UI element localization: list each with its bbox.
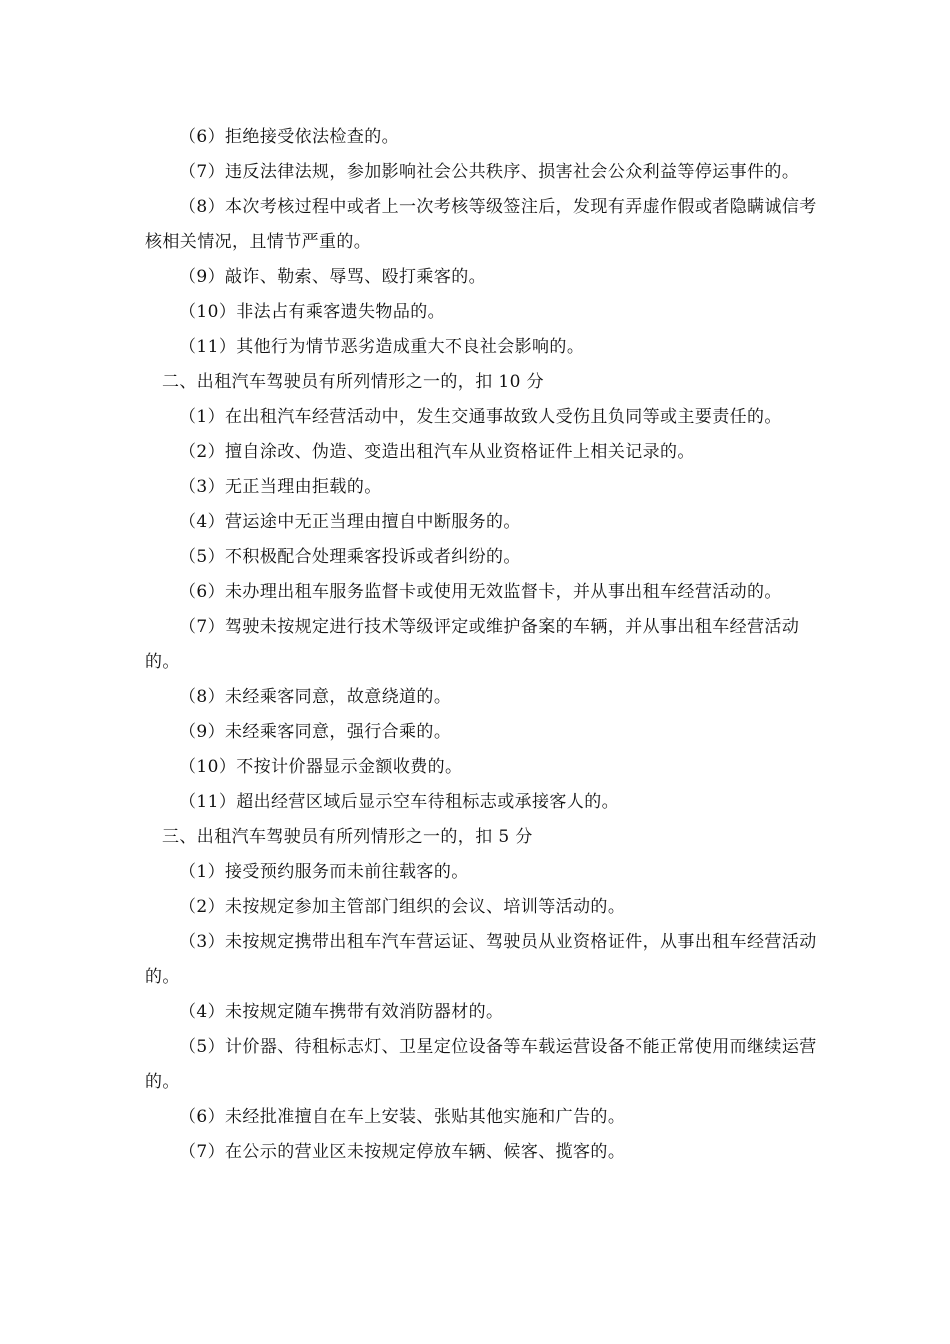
list-item: （8）本次考核过程中或者上一次考核等级签注后，发现有弄虚作假或者隐瞒诚信考核相关情况，且情节严重的。 (145, 197, 817, 252)
list-item: （4）营运途中无正当理由擅自中断服务的。 (179, 512, 521, 532)
list-item: （4）未按规定随车携带有效消防器材的。 (179, 1002, 504, 1022)
list-item: （6）拒绝接受依法检查的。 (179, 127, 400, 147)
list-item: （1）在出租汽车经营活动中，发生交通事故致人受伤且负同等或主要责任的。 (179, 407, 782, 427)
list-item: （9）敲诈、勒索、辱骂、殴打乘客的。 (179, 267, 487, 287)
list-item: （7）违反法律法规，参加影响社会公共秩序、损害社会公众利益等停运事件的。 (179, 162, 800, 182)
list-item: （3）未按规定携带出租车汽车营运证、驾驶员从业资格证件，从事出租车经营活动的。 (145, 932, 817, 987)
list-item: （6）未办理出租车服务监督卡或使用无效监督卡，并从事出租车经营活动的。 (179, 582, 782, 602)
list-item: （3）无正当理由拒载的。 (179, 477, 382, 497)
list-item: （8）未经乘客同意，故意绕道的。 (179, 687, 452, 707)
list-item: （1）接受预约服务而未前往载客的。 (179, 862, 469, 882)
list-item: （9）未经乘客同意，强行合乘的。 (179, 722, 452, 742)
list-item: （10）非法占有乘客遗失物品的。 (179, 302, 446, 322)
section-heading: 三、出租汽车驾驶员有所列情形之一的，扣 5 分 (162, 827, 533, 847)
list-item: （10）不按计价器显示金额收费的。 (179, 757, 463, 777)
section-heading: 二、出租汽车驾驶员有所列情形之一的，扣 10 分 (162, 372, 545, 392)
list-item: （11）超出经营区域后显示空车待租标志或承接客人的。 (179, 792, 620, 812)
document-body (145, 120, 825, 1170)
list-item: （6）未经批准擅自在车上安装、张贴其他实施和广告的。 (179, 1107, 626, 1127)
list-item: （7）驾驶未按规定进行技术等级评定或维护备案的车辆，并从事出租车经营活动的。 (145, 617, 800, 672)
list-item: （7）在公示的营业区未按规定停放车辆、候客、揽客的。 (179, 1142, 626, 1162)
list-item: （5）不积极配合处理乘客投诉或者纠纷的。 (179, 547, 521, 567)
list-item: （11）其他行为情节恶劣造成重大不良社会影响的。 (179, 337, 585, 357)
list-item: （5）计价器、待租标志灯、卫星定位设备等车载运营设备不能正常使用而继续运营的。 (145, 1037, 817, 1092)
list-item: （2）未按规定参加主管部门组织的会议、培训等活动的。 (179, 897, 626, 917)
list-item: （2）擅自涂改、伪造、变造出租汽车从业资格证件上相关记录的。 (179, 442, 695, 462)
